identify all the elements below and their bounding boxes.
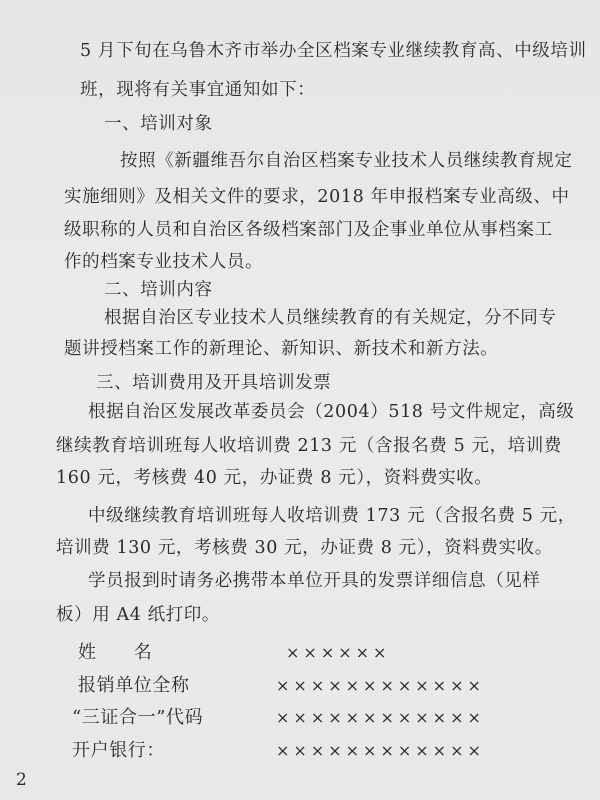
body-line: 按照《新疆维吾尔自治区档案专业技术人员继续教育规定	[120, 151, 573, 171]
body-line: 板）用 A4 纸打印。	[56, 605, 220, 625]
page-number: 2	[16, 770, 27, 790]
body-line: 学员报到时请务必携带本单位开具的发票详细信息（见样	[88, 571, 541, 591]
section-heading: 一、培训对象	[104, 114, 213, 134]
section-heading: 三、培训费用及开具培训发票	[96, 373, 332, 393]
field-label-name: 姓 名	[78, 642, 153, 663]
field-value-bank: ××××××××××××	[276, 741, 485, 760]
body-line: 根据自治区专业技术人员继续教育的有关规定，分不同专	[104, 308, 557, 328]
field-label-bank: 开户银行：	[72, 740, 165, 761]
body-line: 根据自治区发展改革委员会（2004）518 号文件规定，高级	[88, 402, 575, 422]
body-line: 实施细则》及相关文件的要求，2018 年申报档案专业高级、中	[64, 187, 570, 207]
field-value-credit-code: ××××××××××××	[276, 708, 485, 727]
field-label-credit-code: “三证合一”代码	[72, 707, 204, 728]
body-line: 中级继续教育培训班每人收培训费 173 元（含报名费 5 元，	[88, 506, 576, 526]
field-label-company: 报销单位全称	[78, 675, 190, 696]
body-line: 160 元，考核费 40 元，办证费 8 元），资料费实收。	[56, 468, 493, 488]
body-line: 作的档案专业技术人员。	[64, 252, 264, 272]
body-line: 5 月下旬在乌鲁木齐市举办全区档案专业继续教育高、中级培训	[80, 41, 587, 61]
field-value-company: ××××××××××××	[276, 676, 485, 695]
body-line: 班，现将有关事宜通知如下：	[80, 80, 316, 100]
body-line: 培训费 130 元，考核费 30 元，办证费 8 元），资料费实收。	[56, 538, 553, 558]
body-line: 题讲授档案工作的新理论、新知识、新技术和新方法。	[64, 339, 499, 359]
body-line: 级职称的人员和自治区各级档案部门及企事业单位从事档案工	[64, 220, 553, 240]
field-value-name: ××××××	[286, 643, 391, 662]
body-line: 继续教育培训班每人收培训费 213 元（含报名费 5 元，培训费	[56, 436, 562, 456]
section-heading: 二、培训内容	[104, 280, 213, 300]
